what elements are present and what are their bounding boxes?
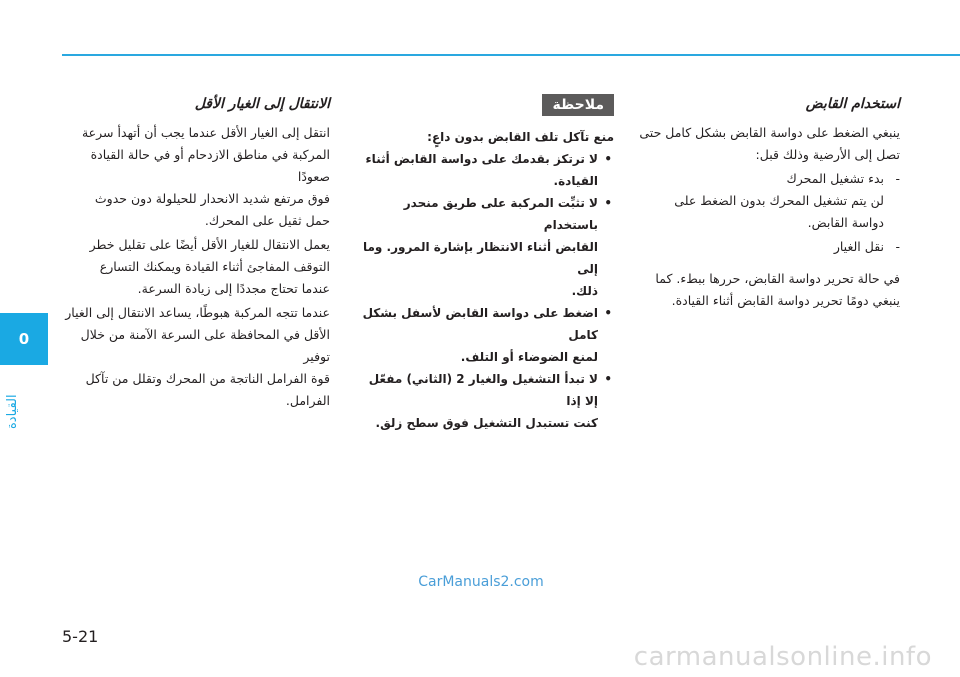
left-column bbox=[62, 94, 330, 414]
clutch-list bbox=[628, 168, 900, 190]
bullet-line: • اضغط على دواسة القابض لأسفل بشكل كامل bbox=[362, 306, 598, 342]
text-line: المركبة في مناطق الازدحام أو في حالة القيادة صعودًا bbox=[90, 147, 330, 184]
text-line: التوقف المفاجئ أثناء القيادة ويمكنك التسارع bbox=[99, 259, 330, 274]
bullet-line: • لا تبدأ التشغيل والغيار 2 (الثاني) مفعّل إلا إذا bbox=[368, 372, 598, 408]
chapter-label: القيادة bbox=[5, 394, 20, 430]
text-line: قوة الفرامل الناتجة من المحرك وتقلل من تآكل bbox=[85, 371, 330, 386]
list-item: - بدء تشغيل المحرك bbox=[628, 168, 900, 190]
bullet-item bbox=[358, 148, 614, 192]
bullet-line: • لا ترتكز بقدمك على دواسة القابض أثناء bbox=[365, 152, 598, 166]
bullet-item bbox=[358, 192, 614, 302]
text-line: الفرامل. bbox=[285, 393, 330, 408]
page-number: 5-21 bbox=[62, 627, 99, 646]
caution-bullets bbox=[358, 148, 614, 434]
caution-intro: منع تآكل تلف القابض بدون داعٍ: bbox=[427, 130, 614, 144]
text-line: فوق مرتفع شديد الانحدار للحيلولة دون حدوث bbox=[94, 191, 330, 206]
caution-label: ملاحظة bbox=[542, 94, 614, 116]
bullet-item bbox=[358, 368, 614, 434]
downshift-paragraph bbox=[62, 302, 330, 412]
bullet-line: ذلك. bbox=[571, 284, 598, 298]
text-line: عندما تتجه المركبة هبوطًا، يساعد الانتقال إلى الغيار bbox=[65, 305, 330, 320]
chapter-number: 0 bbox=[18, 330, 30, 348]
right-column bbox=[628, 94, 900, 312]
clutch-intro-line: تصل إلى الأرضية وذلك قبل: bbox=[755, 147, 900, 162]
bullet-line: • لا تثبِّت المركبة على طريق منحدر باستخدام bbox=[403, 196, 598, 232]
watermark-footer: carmanualsonline.info bbox=[633, 642, 932, 672]
bullet-line: لمنع الضوضاء أو التلف. bbox=[460, 350, 598, 364]
bullet-item bbox=[358, 302, 614, 368]
text-line: عندما تحتاج مجددًا إلى زيادة السرعة. bbox=[137, 281, 330, 296]
text-line: حمل ثقيل على المحرك. bbox=[204, 213, 330, 228]
top-divider bbox=[62, 54, 960, 56]
text-line: انتقل إلى الغيار الأقل عندما يجب أن أتهدأ سرعة bbox=[81, 125, 330, 140]
text-line: الأقل في المحافظة على السرعة الآمنة من خلال توفير bbox=[80, 327, 330, 364]
downshift-paragraph bbox=[62, 122, 330, 232]
clutch-intro-line: ينبغي الضغط على دواسة القابض بشكل كامل حتى bbox=[639, 125, 900, 140]
bullet-line: القابض أثناء الانتظار بإشارة المرور. وما إلى bbox=[362, 240, 598, 276]
bullet-line: القيادة. bbox=[553, 174, 598, 188]
clutch-heading: استخدام القابض bbox=[805, 96, 900, 112]
text-line: يعمل الانتقال للغيار الأقل أيضًا على تقليل خطر bbox=[89, 237, 330, 252]
watermark-link[interactable]: CarManuals2.com bbox=[418, 574, 544, 590]
bullet-line: كنت تستبدل التشغيل فوق سطح زلق. bbox=[375, 416, 598, 430]
list-subtext: لن يتم تشغيل المحرك بدون الضغط على bbox=[674, 193, 884, 208]
list-item: - نقل الغيار bbox=[628, 236, 900, 258]
clutch-release-line: ينبغي دومًا تحرير دواسة القابض أثناء القيادة. bbox=[671, 293, 900, 308]
list-subtext: دواسة القابض. bbox=[807, 215, 884, 230]
middle-column bbox=[358, 94, 614, 434]
downshift-paragraph bbox=[62, 234, 330, 300]
clutch-list bbox=[628, 236, 900, 258]
clutch-release-line: في حالة تحرير دواسة القابض، حررها ببطء. كما bbox=[655, 271, 900, 286]
downshift-heading: الانتقال إلى الغيار الأقل bbox=[194, 96, 330, 112]
chapter-tab[interactable] bbox=[0, 313, 48, 365]
